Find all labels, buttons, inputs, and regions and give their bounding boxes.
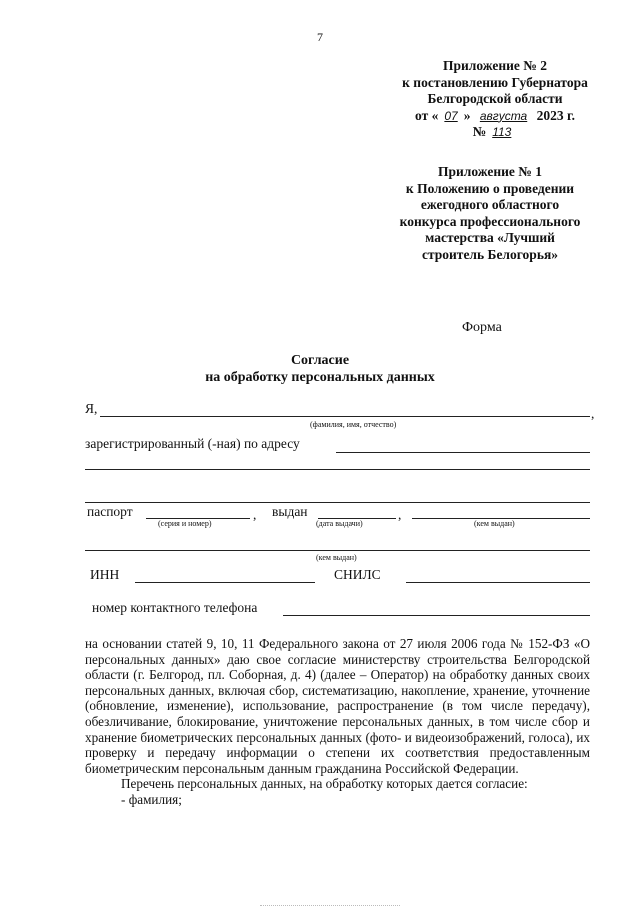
appendix-1-line: конкурса профессионального [399,213,581,229]
inn-label: ИНН [90,567,120,582]
appendix-1-line: к Положению о проведении [405,180,575,196]
scan-artifact [260,905,400,906]
consent-paragraph: на основании статей 9, 10, 11 Федерального закона от 27 июля 2006 года № 152-ФЗ «О персональных данных» даю свое согласие министерству строительства Белгородской области (г. Белгород, пл. Соборная, д. 4) (далее – Оператор) на обработку данных своих персональных данных, включая сбор, систематизацию, накопление, хранение, уточнение (обновление, изменение), использование, распространение (в том числе передачу), обезличивание, блокирование, уничтожение персональных данных, в том числе сбор и хранение биометрических персональных данных (фото- и видеоизображений, голоса), их проверку и передачу информации о степени их соответствия предоставленным биометрическим персональным данным гражданина Российской Федерации. [85,636,590,776]
fio-line[interactable] [100,416,590,417]
page-number: 7 [317,30,323,44]
document-title-line2: на обработку персональных данных [205,370,435,385]
appendix-2-line1: к постановлению Губернатора [402,74,588,90]
document-title [0,352,640,386]
form-label: Форма [462,320,502,335]
appendix-2-title: Приложение № 2 [443,58,547,73]
appendix-2-number: № 113 [360,124,630,141]
list-intro: Перечень персональных данных, на обработку которых дается согласие: [121,776,528,792]
appendix-1-line: мастерства «Лучший [425,230,555,245]
issued-by-line-2[interactable] [85,550,590,551]
appendix-2-line2: Белгородской области [427,91,563,106]
appendix-2-header [360,58,630,141]
series-caption: (серия и номер) [158,519,212,528]
appendix-1-line: ежегодного областного [420,197,560,212]
date-day: 07 [444,108,458,123]
list-item: - фамилия; [121,791,182,807]
address-line-3[interactable] [85,502,590,503]
issued-by-caption: (кем выдан) [474,519,515,528]
registered-label: зарегистрированный (-ная) по адресу [85,436,300,451]
address-line-2[interactable] [85,469,590,470]
issue-date-caption: (дата выдачи) [316,519,363,528]
appendix-1-header [360,164,620,263]
consent-body [85,636,590,808]
inn-line[interactable] [135,582,315,583]
passport-label: паспорт [87,504,133,519]
appendix-1-title: Приложение № 1 [438,164,542,179]
decree-number: 113 [492,125,512,139]
phone-line[interactable] [283,615,590,616]
comma: , [398,507,402,522]
issued-label: выдан [272,504,308,519]
comma: , [253,507,257,522]
fio-caption: (фамилия, имя, отчество) [310,420,397,429]
document-title-line1: Согласие [290,353,350,368]
ya-label: Я, [85,401,98,416]
date-month: августа [479,108,528,123]
snils-label: СНИЛС [334,567,381,582]
issued-by-caption-2: (кем выдан) [316,553,357,562]
address-line-1[interactable] [336,452,590,453]
comma: , [591,406,595,421]
appendix-1-line: строитель Белогорья» [421,246,559,262]
phone-label: номер контактного телефона [92,600,258,615]
appendix-2-date: от « 07 » августа 2023 г. [415,107,575,123]
snils-line[interactable] [406,582,590,583]
